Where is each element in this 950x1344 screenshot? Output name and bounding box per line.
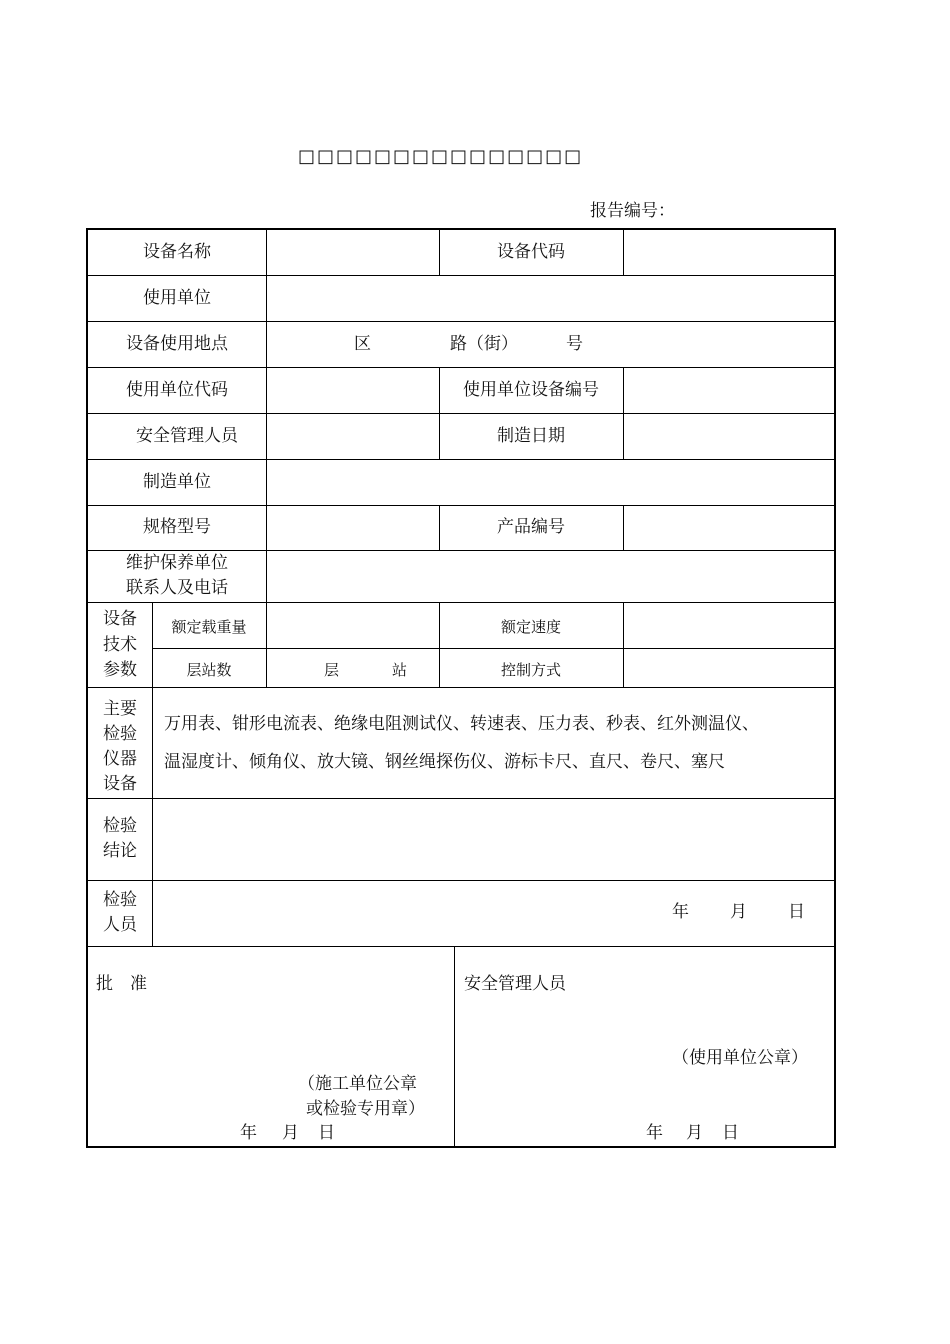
- label-rated-speed: 额定速度: [500, 618, 561, 636]
- label-tech-params-2: 技术: [103, 635, 137, 655]
- label-user-unit-code: 使用单位代码: [126, 380, 228, 400]
- label-product-no: 产品编号: [497, 517, 565, 537]
- location-district: 区: [354, 334, 371, 354]
- label-conclusion-2: 结论: [103, 841, 137, 861]
- inspector-date-year: 年: [672, 902, 689, 922]
- label-floors-stations: 层站数: [186, 661, 232, 679]
- instruments-list-line2: 温湿度计、倾角仪、放大镜、钢丝绳探伤仪、游标卡尺、直尺、卷尺、塞尺: [164, 752, 725, 772]
- row-divider: [88, 321, 834, 322]
- label-model: 规格型号: [143, 517, 211, 537]
- instruments-list-line1: 万用表、钳形电流表、绝缘电阻测试仪、转速表、压力表、秒表、红外测温仪、: [164, 714, 759, 734]
- row-divider: [88, 413, 834, 414]
- label-construction-seal-2: 或检验专用章）: [306, 1099, 425, 1119]
- label-user-device-no: 使用单位设备编号: [463, 380, 599, 400]
- label-device-name: 设备名称: [143, 242, 211, 262]
- column-divider: [623, 230, 624, 276]
- label-maintenance-contact: 联系人及电话: [126, 578, 228, 598]
- label-footer-safety-manager: 安全管理人员: [464, 974, 566, 994]
- row-divider: [88, 946, 834, 947]
- inspection-form: [86, 228, 836, 1148]
- location-road: 路（街）: [450, 334, 518, 354]
- label-instruments-4: 设备: [103, 774, 137, 794]
- label-tech-params-3: 参数: [103, 660, 137, 680]
- floors-unit: 层: [324, 661, 340, 679]
- column-divider: [454, 946, 455, 1148]
- label-inspector-1: 检验: [103, 890, 137, 910]
- row-divider: [88, 275, 834, 276]
- label-construction-seal-1: （施工单位公章: [298, 1074, 417, 1094]
- label-inspector-2: 人员: [103, 915, 137, 935]
- row-divider: [88, 687, 834, 688]
- label-conclusion-1: 检验: [103, 816, 137, 836]
- row-divider: [88, 505, 834, 506]
- manager-date-day: 日: [722, 1123, 739, 1143]
- column-divider: [152, 602, 153, 947]
- inspector-date-day: 日: [788, 902, 805, 922]
- label-user-seal: （使用单位公章）: [672, 1048, 808, 1068]
- label-location: 设备使用地点: [126, 334, 228, 354]
- label-manufacture-date: 制造日期: [497, 426, 565, 446]
- row-divider: [88, 880, 834, 881]
- row-divider: [88, 367, 834, 368]
- approve-date-month: 月: [282, 1123, 299, 1143]
- column-divider: [623, 505, 624, 551]
- document-title: □□□□□□□□□□□□□□□: [298, 146, 584, 167]
- row-divider: [88, 602, 834, 603]
- inspector-date-month: 月: [730, 902, 747, 922]
- column-divider: [266, 230, 267, 687]
- label-instruments-1: 主要: [103, 699, 137, 719]
- label-control-mode: 控制方式: [500, 661, 561, 679]
- label-tech-params-1: 设备: [103, 609, 137, 629]
- label-instruments-2: 检验: [103, 724, 137, 744]
- label-approve: 批 准: [96, 974, 147, 994]
- stations-unit: 站: [392, 661, 408, 679]
- row-divider: [88, 459, 834, 460]
- manager-date-month: 月: [686, 1123, 703, 1143]
- location-number: 号: [566, 334, 583, 354]
- label-manufacturer: 制造单位: [143, 472, 211, 492]
- column-divider: [623, 367, 624, 460]
- manager-date-year: 年: [646, 1123, 663, 1143]
- label-device-code: 设备代码: [497, 242, 565, 262]
- row-divider: [88, 798, 834, 799]
- approve-date-year: 年: [240, 1123, 257, 1143]
- column-divider: [623, 602, 624, 688]
- label-maintenance-unit: 维护保养单位: [126, 553, 228, 573]
- row-divider: [152, 648, 834, 649]
- report-number-label: 报告编号：: [590, 201, 675, 221]
- label-user-unit: 使用单位: [143, 288, 211, 308]
- approve-date-day: 日: [318, 1123, 335, 1143]
- label-instruments-3: 仪器: [103, 749, 137, 769]
- label-rated-load: 额定载重量: [171, 618, 247, 636]
- label-safety-manager: 安全管理人员: [136, 426, 238, 446]
